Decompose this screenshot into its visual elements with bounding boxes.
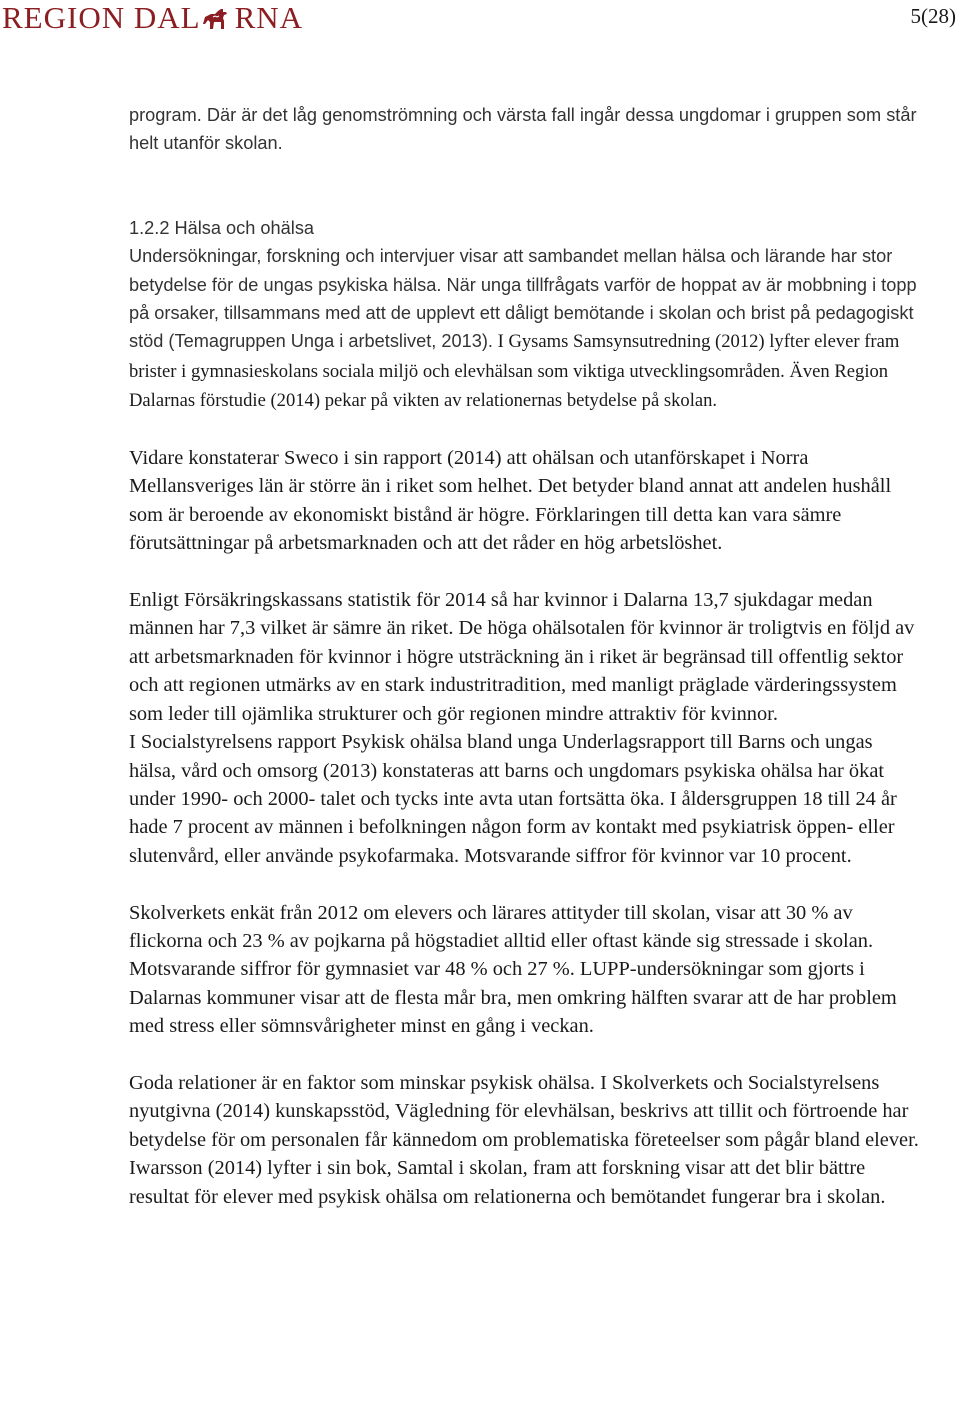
intro-paragraph: program. Där är det låg genomströmning och värsta fall ingår dessa ungdomar i gruppen som står helt utanför skolan. bbox=[129, 105, 917, 154]
paragraph-5: Skolverkets enkät från 2012 om elevers och lärares attityder till skolan, visar att 30 % av flickorna och 23 % av pojkarna på högstadiet alltid eller oftast kände sig stressade i skolan. Motsvarande siffror för gymnasiet var 48 % och 27 %. LUPP-undersökningar som gjorts i Dalarnas kommuner visar att de flesta mår bra, men omkring hälften svarar att de har problem med stress eller sömnsvårigheter minst en gång i veckan. bbox=[129, 901, 897, 1038]
document-body bbox=[129, 101, 919, 1211]
page-number: 5(28) bbox=[910, 4, 956, 28]
section-heading: 1.2.2 Hälsa och ohälsa bbox=[129, 217, 315, 238]
paragraph-1-serif-part: I Gysams Samsynsutredning (2012) lyfter elever fram brister i gymnasieskolans sociala miljö och elevhälsan som viktiga utvecklingsområden. Även Region Dalarnas förstudie (2014) pekar på vikten av relationernas betydelse på skolan. bbox=[129, 331, 900, 412]
paragraph-3: Enligt Försäkringskassans statistik för 2014 så har kvinnor i Dalarna 13,7 sjukdagar medan männen har 7,3 vilket är sämre än riket. De höga ohälsotalen för kvinnor är troligtvis en följd av att arbetsmarknaden för kvinnor i högre utsträckning än i riket är begränsad till offentlig sektor och att regionen utmärks av en stark industritradition, med manligt präglade värderingssystem som leder till ojämlika strukturer och gör regionen mindre attraktiv för kvinnor. bbox=[129, 589, 915, 725]
region-dalarna-logo bbox=[2, 1, 303, 35]
page-header bbox=[0, 0, 960, 40]
paragraph-4: I Socialstyrelsens rapport Psykisk ohälsa bland unga Underlagsrapport till Barns och ungas hälsa, vård och omsorg (2013) konstateras att barns och ungdomars psykiska ohälsa har ökat under 1990- och 2000- talet och tycks inte avta utan fortsätta öka. I åldersgruppen 18 till 24 år hade 7 procent av männen i befolkningen någon form av kontakt med psykiatrisk öppen- eller slutenvård, eller använde psykofarmaka. Motsvarande siffror för kvinnor var 10 procent. bbox=[129, 731, 897, 867]
paragraph-2: Vidare konstaterar Sweco i sin rapport (2014) att ohälsan och utanförskapet i Norra Mellansveriges län är större än i riket som helhet. Det betyder bland annat att andelen hushåll som är beroende av ekonomiskt bistånd är högre. Förklaringen till detta kan vara sämre förutsättningar på arbetsmarknaden och att det råder en hög arbetslöshet. bbox=[129, 447, 892, 555]
logo-text-right: RNA bbox=[234, 0, 304, 35]
paragraph-1 bbox=[129, 242, 919, 415]
paragraph-6: Goda relationer är en faktor som minskar psykisk ohälsa. I Skolverkets och Socialstyrelsens nyutgivna (2014) kunskapsstöd, Vägledning för elevhälsan, beskrivs att tillit och förtroende har betydelse för om personalen får kännedom om problematiska företeelser som pågår bland elever. Iwarsson (2014) lyfter i sin bok, Samtal i skolan, fram att forskning visar att det blir bättre resultat för elever med psykisk ohälsa om relationerna och bemötandet fungerar bra i skolan. bbox=[129, 1071, 919, 1208]
logo-text-left: REGION DAL bbox=[2, 0, 201, 35]
dala-horse-icon bbox=[202, 5, 234, 31]
paragraph-1-sans-part: Undersökningar, forskning och intervjuer visar att sambandet mellan hälsa och lärande har stor betydelse för de ungas psykiska hälsa. När unga tillfrågats varför de hoppat av är mobbning i topp på orsaker, tillsammans med att de upplevt ett dåligt bemötande i skolan och brist på pedagogiskt stöd (Temagruppen Unga i arbetslivet, 2013). bbox=[129, 246, 917, 352]
